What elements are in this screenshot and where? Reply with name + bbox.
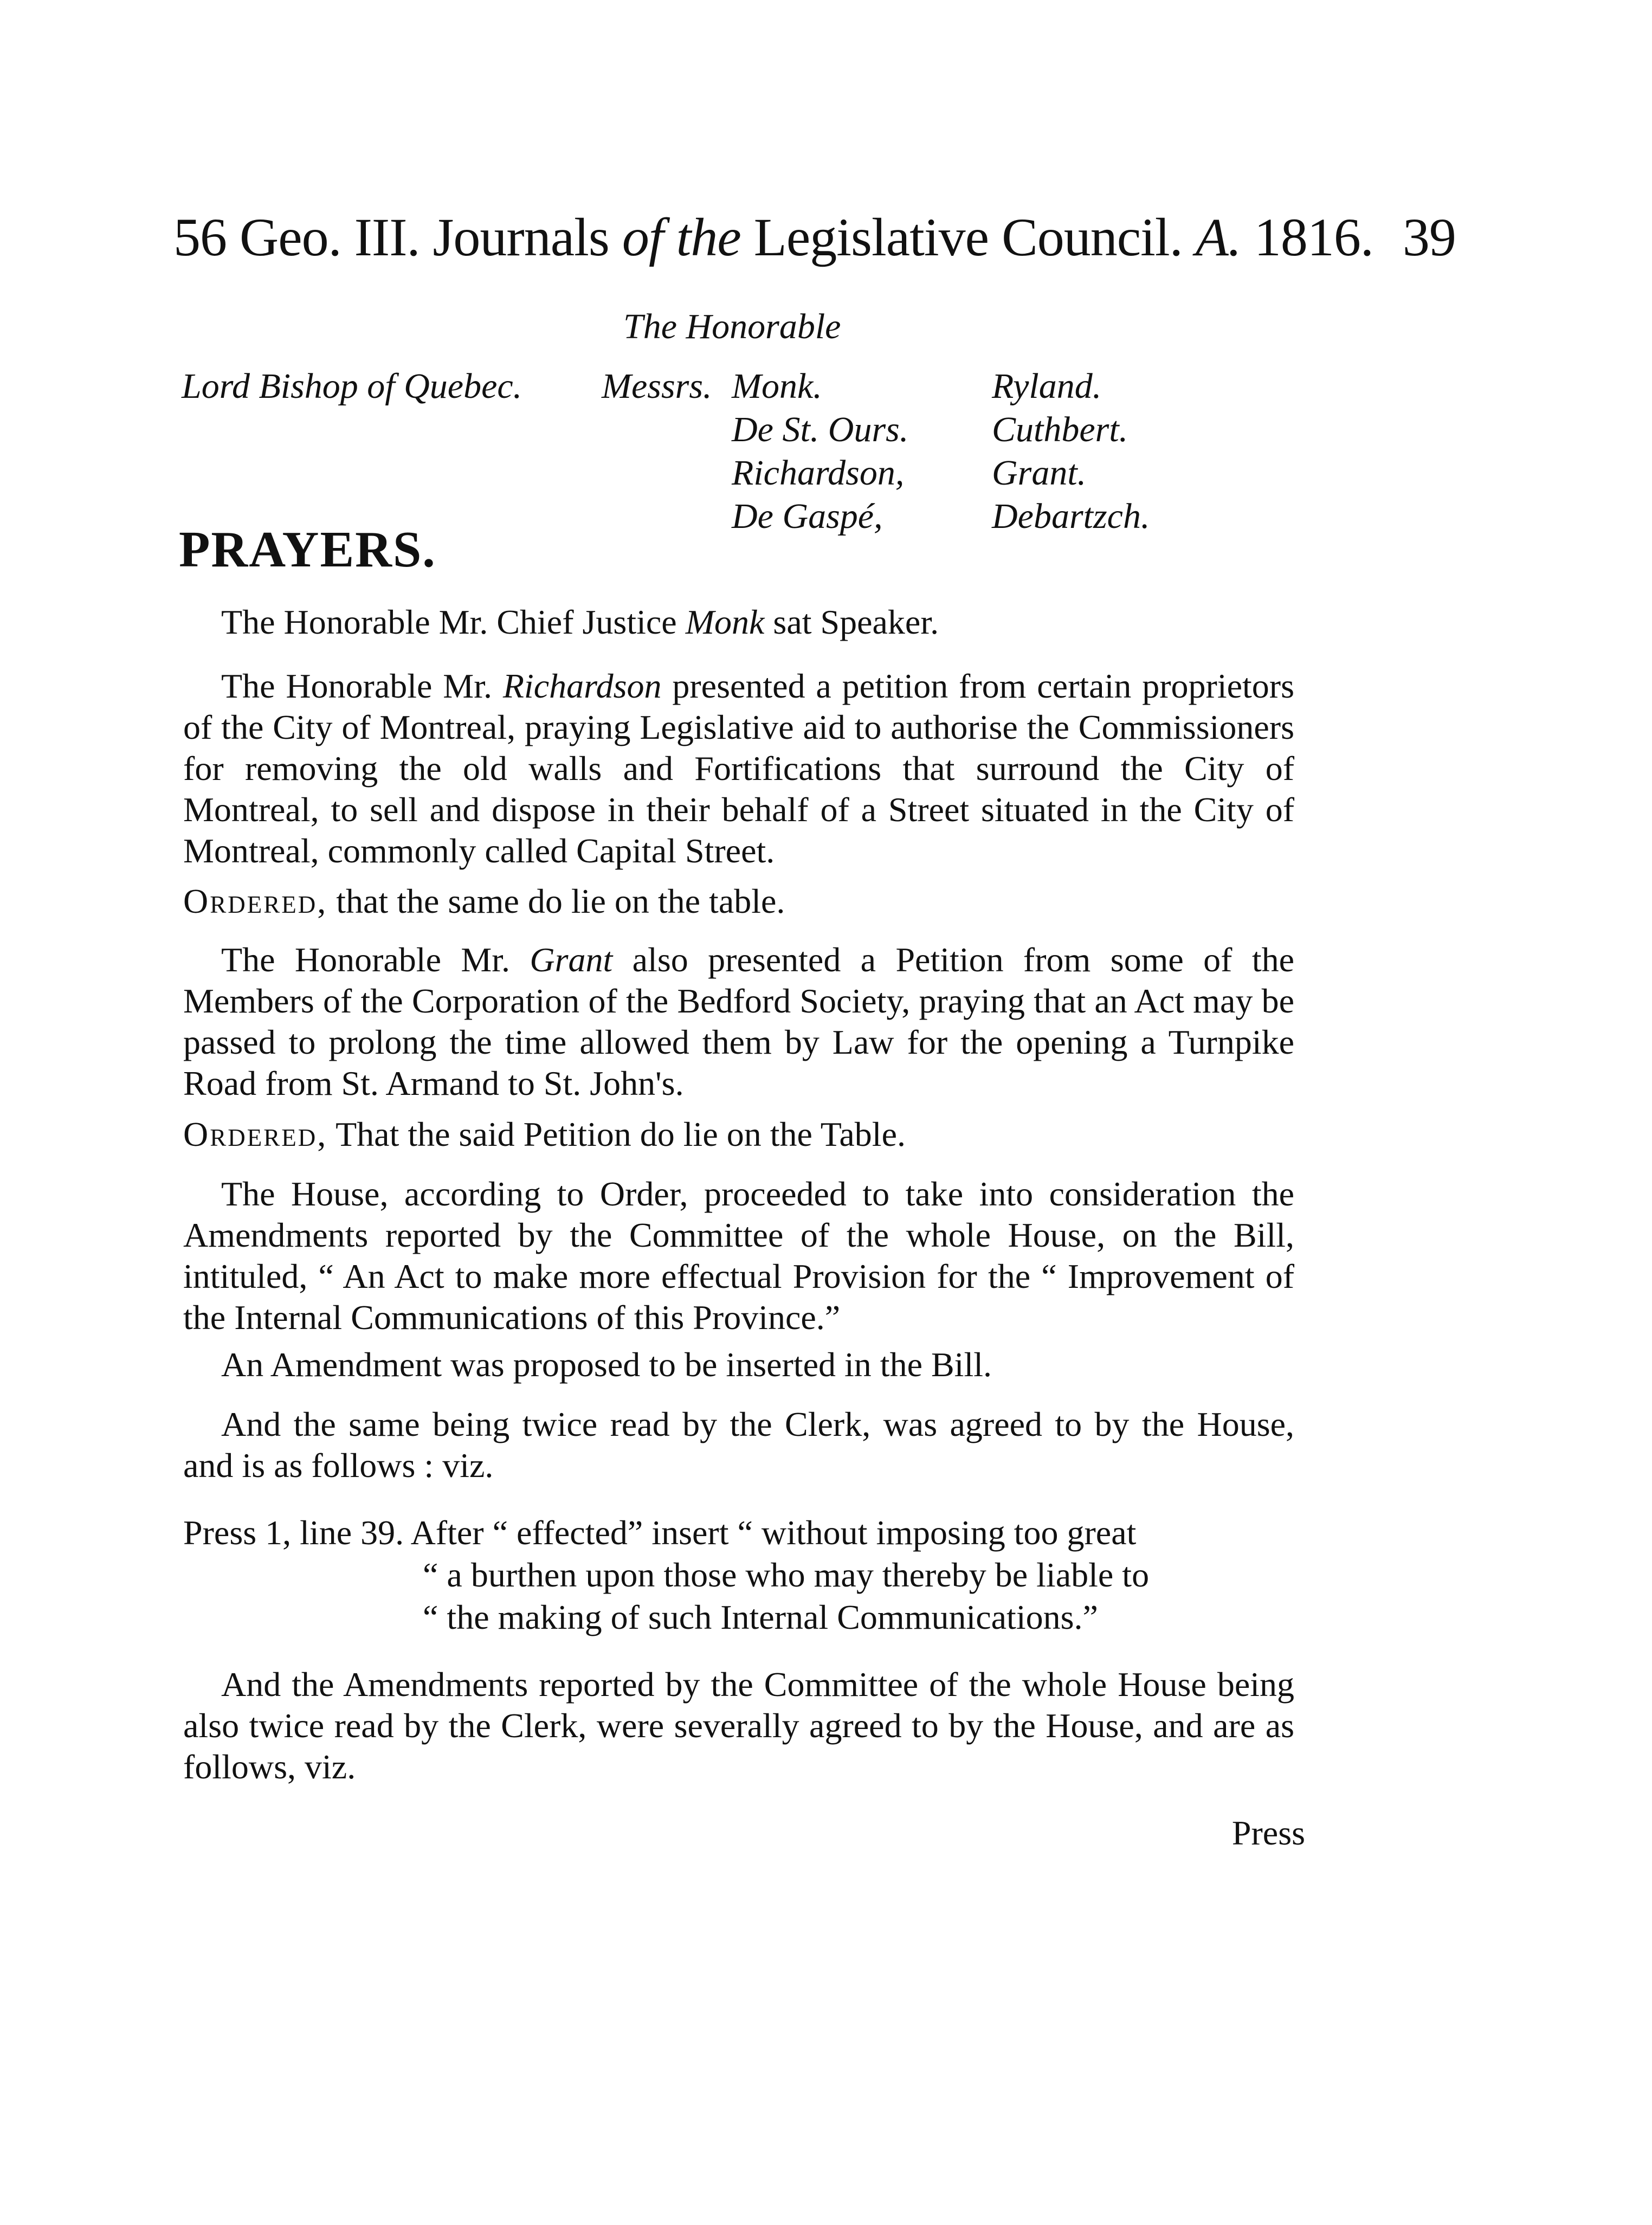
member-name: Monk.	[732, 366, 822, 406]
ordered1-text: that the same do lie on the table.	[327, 882, 785, 920]
amendment-proposed: An Amendment was proposed to be inserted in the Bill.	[221, 1345, 992, 1384]
speaker-name: Monk	[685, 603, 765, 641]
journals-word: Journals	[433, 207, 609, 267]
honorable-heading: The Honorable	[623, 307, 841, 346]
ordered-paragraph-1	[183, 881, 1294, 922]
petition1-after: presented a petition from certain proprietors of the City of Montreal, praying Legislative aid to authorise the Commissioners for removing the old walls and Fortifications that surround the City of Montreal, to sell and dispose in their behalf of a Street situated in the City of Montreal, commonly called Capital Street.	[183, 667, 1294, 870]
member-name: De Gaspé,	[732, 496, 883, 536]
petition2-before: The Honorable Mr.	[221, 940, 530, 979]
petition2-after: also presented a Petition from some of the Members of the Corporation of the Bedford Society, praying that an Act may be passed to prolong the time allowed them by Law for the opening a Turnpike Road from St. Armand to St. John's.	[183, 940, 1295, 1102]
member-name: Grant.	[992, 453, 1087, 493]
page-number: 39	[1402, 207, 1456, 267]
member-name: Debartzch.	[992, 496, 1150, 536]
prayers-heading: PRAYERS.	[179, 521, 436, 578]
petition1-before: The Honorable Mr.	[221, 667, 503, 705]
member-name: Cuthbert.	[992, 410, 1128, 449]
speaker-line	[183, 602, 1294, 643]
amendment-line-2: “ a burthen upon those who may thereby be liable to	[423, 1556, 1150, 1594]
ordered-lead: Ordered,	[183, 1115, 328, 1153]
year: 1816.	[1254, 207, 1373, 267]
member-name: Richardson,	[732, 453, 905, 493]
messrs-label: Messrs.	[602, 366, 712, 406]
speaker-after: sat Speaker.	[764, 603, 939, 641]
amendment-line-3: “ the making of such Internal Communications.”	[423, 1598, 1098, 1636]
speaker-before: The Honorable Mr. Chief Justice	[221, 603, 686, 641]
amendment-line-1: Press 1, line 39. After “ effected” insert “ without imposing too great	[183, 1513, 1137, 1552]
closing-paragraph: And the Amendments reported by the Committee of the whole House being also twice read by the Clerk, were severally agreed to by the House, and are as follows, viz.	[183, 1665, 1294, 1786]
petition1-name: Richardson	[502, 667, 662, 705]
running-head	[173, 206, 1456, 268]
petition-paragraph-1	[183, 666, 1294, 872]
ordered-paragraph-2	[183, 1114, 1294, 1155]
petition-paragraph-2	[183, 939, 1294, 1104]
of-the-words: of the	[622, 207, 741, 267]
ordered-lead: Ordered,	[183, 882, 328, 920]
catchword: Press	[1231, 1814, 1305, 1852]
ordered2-text: That the said Petition do lie on the Table.	[327, 1115, 906, 1153]
petition2-name: Grant	[530, 940, 613, 979]
house-paragraph: The House, according to Order, proceeded to take into consideration the Amendments reported by the Committee of the whole House, on the Bill, intituled, “ An Act to make more effectual Provision for the “ Improvement of the Internal Communications of this Province.”	[183, 1175, 1294, 1337]
lord-bishop: Lord Bishop of Quebec.	[182, 366, 522, 406]
council-title: Legislative Council.	[753, 207, 1183, 267]
member-name: De St. Ours.	[732, 410, 909, 449]
member-name: Ryland.	[992, 366, 1102, 406]
session-prefix: 56 Geo. III.	[173, 207, 420, 267]
anno-letter: A.	[1195, 207, 1241, 267]
twice-read-paragraph: And the same being twice read by the Clerk, was agreed to by the House, and is as follows : viz.	[183, 1405, 1294, 1485]
